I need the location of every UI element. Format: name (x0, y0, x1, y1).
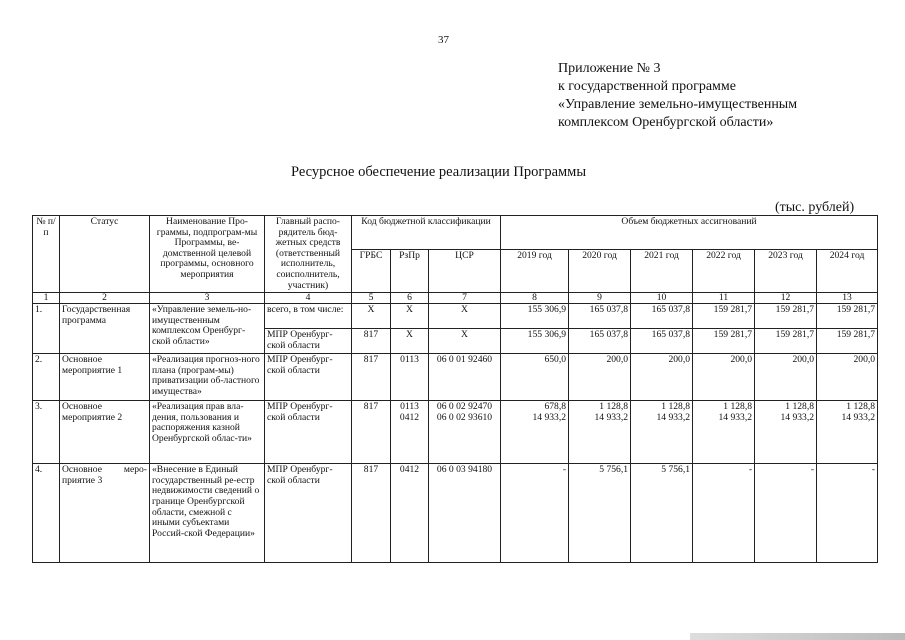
row-value: 200,0 (693, 354, 755, 401)
row-value: 200,0 (631, 354, 693, 401)
row-name: «Реализация прав вла-дения, пользования и распоряжения казной Оренбургской облас-ти» (150, 401, 265, 464)
row-grbs: 817 (352, 329, 391, 354)
column-number: 2 (60, 293, 150, 304)
row-rzpr: 0113 (400, 401, 419, 413)
row-rzpr-cell (391, 401, 429, 464)
row-rzpr: Х (391, 329, 429, 354)
row-executor: МПР Оренбург-ской области (265, 354, 352, 401)
table-row (33, 304, 878, 329)
row-value: 159 281,7 (755, 304, 817, 329)
column-number: 12 (755, 293, 817, 304)
row-number: 4. (33, 464, 60, 563)
row-value: 159 281,7 (693, 304, 755, 329)
resource-table (32, 215, 878, 563)
header-year: 2021 год (631, 250, 693, 293)
column-number: 5 (352, 293, 391, 304)
row-csr: Х (429, 304, 501, 329)
scan-edge-mark (690, 633, 905, 640)
row-value-cell (501, 401, 569, 464)
column-number: 8 (501, 293, 569, 304)
row-executor: МПР Оренбург-ской области (265, 401, 352, 464)
row-rzpr: 0113 (391, 354, 429, 401)
table-row (33, 354, 878, 401)
row-name: «Внесение в Единый государственный ре-естр недвижимости сведений о границе Оренбургской области, смежной с иными субъектами Россий-ской Федерации» (150, 464, 265, 563)
row-value: 155 306,9 (501, 304, 569, 329)
row-status-cell (60, 464, 150, 563)
header-number: № п/п (33, 216, 60, 293)
row-value-cell (817, 401, 878, 464)
header-status: Статус (60, 216, 150, 293)
row-value: 1 128,8 (599, 401, 629, 413)
row-value: - (501, 464, 569, 563)
row-value: - (755, 464, 817, 563)
row-name: «Управление земель-но-имущественным комплексом Оренбург-ской области» (150, 304, 265, 354)
row-rzpr: Х (391, 304, 429, 329)
page-number: 37 (438, 34, 449, 46)
units-label: (тыс. рублей) (775, 200, 855, 215)
row-grbs: Х (352, 304, 391, 329)
header-grbs: ГРБС (352, 250, 391, 293)
row-status: Основное мероприятие 1 (60, 354, 150, 401)
table-row (33, 464, 878, 563)
header-rzpr: РзПр (391, 250, 429, 293)
row-csr: 06 0 01 92460 (429, 354, 501, 401)
row-csr: 06 0 02 93610 (436, 411, 493, 423)
row-csr: Х (429, 329, 501, 354)
row-value: 165 037,8 (631, 304, 693, 329)
appendix-line: Приложение № 3 (558, 61, 661, 76)
row-rzpr: 0412 (391, 464, 429, 563)
row-value-cell (631, 401, 693, 464)
column-number: 11 (693, 293, 755, 304)
row-status: меро- (123, 464, 147, 476)
row-value: 1 128,8 (661, 401, 691, 413)
column-number: 13 (817, 293, 878, 304)
appendix-line: комплексом Оренбургской области» (558, 115, 774, 130)
row-value: 5 756,1 (631, 464, 693, 563)
table-row (33, 401, 878, 464)
column-number: 1 (33, 293, 60, 304)
row-value: 14 933,2 (841, 411, 876, 423)
row-status: Государственная программа (60, 304, 150, 354)
column-number: 10 (631, 293, 693, 304)
header-budget-code: Код бюджетной классификации (352, 216, 501, 250)
row-executor: МПР Оренбург-ской области (265, 329, 352, 354)
row-value: - (693, 464, 755, 563)
row-csr: 06 0 02 92470 (436, 401, 493, 413)
row-value: 1 128,8 (785, 401, 815, 413)
row-status: Основное (62, 464, 102, 476)
row-number: 2. (33, 354, 60, 401)
row-status: приятие 3 (62, 474, 103, 486)
header-executor: Главный распо-рядитель бюд-жетных средств (ответственный исполнитель, соисполнитель, участник) (265, 216, 352, 293)
row-value: 14 933,2 (656, 411, 691, 423)
row-value: 200,0 (569, 354, 631, 401)
header-year: 2024 год (817, 250, 878, 293)
row-rzpr: 0412 (399, 411, 420, 423)
row-value-cell (755, 401, 817, 464)
appendix-heading (558, 60, 797, 132)
header-year: 2023 год (755, 250, 817, 293)
column-number: 3 (150, 293, 265, 304)
row-value: 650,0 (501, 354, 569, 401)
row-grbs: 817 (352, 401, 391, 464)
row-value: 1 128,8 (723, 401, 753, 413)
row-value: 165 037,8 (569, 304, 631, 329)
header-name: Наименование Про-граммы, подпрограм-мы Программы, ве-домственной целевой программы, основного мероприятия (150, 216, 265, 293)
row-value: 159 281,7 (817, 304, 878, 329)
row-value: 159 281,7 (755, 329, 817, 354)
row-value: - (817, 464, 878, 563)
appendix-line: к государственной программе (558, 79, 736, 94)
row-grbs: 817 (352, 354, 391, 401)
row-value: 14 933,2 (718, 411, 753, 423)
row-value: 5 756,1 (569, 464, 631, 563)
row-value: 200,0 (755, 354, 817, 401)
row-value: 159 281,7 (817, 329, 878, 354)
row-value: 200,0 (817, 354, 878, 401)
header-volume: Объем бюджетных ассигнований (501, 216, 878, 250)
row-csr: 06 0 03 94180 (429, 464, 501, 563)
row-value: 155 306,9 (501, 329, 569, 354)
row-value: 14 933,2 (532, 411, 567, 423)
row-value: 14 933,2 (594, 411, 629, 423)
row-value: 1 128,8 (846, 401, 876, 413)
row-value: 159 281,7 (693, 329, 755, 354)
header-year: 2020 год (569, 250, 631, 293)
document-title: Ресурсное обеспечение реализации Программы (291, 164, 587, 180)
row-status: Основное мероприятие 2 (60, 401, 150, 464)
row-grbs: 817 (352, 464, 391, 563)
row-value: 165 037,8 (631, 329, 693, 354)
row-executor: МПР Оренбург-ской области (265, 464, 352, 563)
column-number: 7 (429, 293, 501, 304)
row-value: 165 037,8 (569, 329, 631, 354)
row-executor: всего, в том числе: (265, 304, 352, 329)
row-number: 3. (33, 401, 60, 464)
appendix-line: «Управление земельно-имущественным (558, 97, 798, 112)
row-csr-cell (429, 401, 501, 464)
column-number: 9 (569, 293, 631, 304)
header-csr: ЦСР (429, 250, 501, 293)
row-value: 14 933,2 (780, 411, 815, 423)
column-number: 4 (265, 293, 352, 304)
row-value-cell (569, 401, 631, 464)
column-number: 6 (391, 293, 429, 304)
header-year: 2019 год (501, 250, 569, 293)
header-year: 2022 год (693, 250, 755, 293)
row-name: «Реализация прогноз-ного плана (програм-мы) приватизации об-ластного имущества» (150, 354, 265, 401)
row-value-cell (693, 401, 755, 464)
row-number: 1. (33, 304, 60, 354)
row-value: 678,8 (544, 401, 567, 413)
